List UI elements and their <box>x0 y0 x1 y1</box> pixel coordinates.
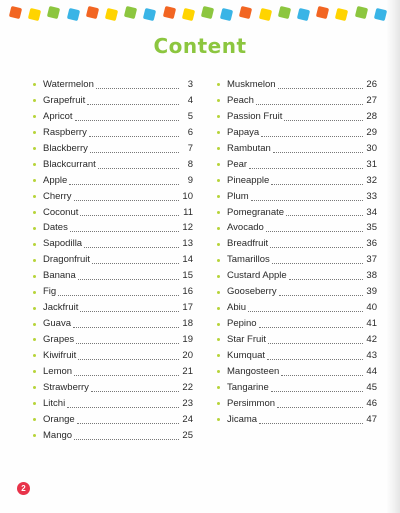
toc-entry[interactable] <box>217 236 377 252</box>
toc-entry-title: Banana <box>43 270 76 282</box>
decor-square <box>47 6 60 19</box>
toc-entry[interactable] <box>217 284 377 300</box>
dotted-leader <box>277 406 363 408</box>
toc-entry-page: 27 <box>366 94 377 106</box>
decorative-dot-strip <box>0 6 400 22</box>
toc-entry-page: 22 <box>182 381 193 393</box>
toc-entry-title: Kiwifruit <box>43 349 77 361</box>
dotted-leader <box>91 390 179 392</box>
decor-square <box>201 6 214 19</box>
bullet-icon <box>217 402 220 405</box>
toc-entry[interactable] <box>217 364 377 380</box>
toc-entry-title: Abiu <box>227 302 247 314</box>
toc-entry[interactable] <box>33 189 193 205</box>
bullet-icon <box>33 338 36 341</box>
toc-entry[interactable] <box>217 77 377 93</box>
dotted-leader <box>77 422 179 424</box>
toc-entry-page: 3 <box>187 79 193 90</box>
bullet-icon <box>33 386 36 389</box>
toc-entry[interactable] <box>217 348 377 364</box>
toc-entry[interactable] <box>217 173 377 189</box>
toc-entry-page: 10 <box>182 190 193 202</box>
toc-entry[interactable] <box>33 316 193 332</box>
bullet-icon <box>33 243 36 246</box>
toc-entry-title: Star Fruit <box>227 334 267 345</box>
bullet-icon <box>33 99 36 102</box>
toc-entry-title: Passion Fruit <box>227 110 283 122</box>
dotted-leader <box>249 167 363 169</box>
decor-square <box>9 6 22 19</box>
toc-entry[interactable] <box>33 93 193 109</box>
dotted-leader <box>96 87 179 89</box>
toc-entry-page: 15 <box>182 270 193 282</box>
toc-entry-title: Sapodilla <box>43 238 83 250</box>
toc-entry-title: Litchi <box>43 397 66 409</box>
toc-entry-page: 25 <box>182 429 193 441</box>
toc-entry-page: 44 <box>366 365 377 377</box>
toc-entry[interactable] <box>217 141 377 157</box>
dotted-leader <box>73 326 179 328</box>
bullet-icon <box>33 259 36 262</box>
dotted-leader <box>248 310 363 312</box>
toc-entry-title: Tangarine <box>227 381 269 393</box>
dotted-leader <box>278 87 363 89</box>
bullet-icon <box>217 243 220 246</box>
toc-entry-page: 34 <box>366 206 377 218</box>
toc-entry[interactable] <box>217 316 377 332</box>
dotted-leader <box>90 151 179 153</box>
toc-entry[interactable] <box>217 220 377 236</box>
contents-column-left <box>33 77 193 444</box>
toc-entry-page: 21 <box>182 365 193 377</box>
dotted-leader <box>281 374 363 376</box>
contents-column-right <box>217 77 377 428</box>
toc-entry-title: Rambutan <box>227 142 271 154</box>
decor-square <box>182 8 195 21</box>
toc-entry[interactable] <box>33 125 193 141</box>
bullet-icon <box>33 179 36 182</box>
toc-entry[interactable] <box>33 157 193 173</box>
bullet-icon <box>217 115 220 118</box>
dotted-leader <box>74 438 179 440</box>
dotted-leader <box>259 422 363 424</box>
dotted-leader <box>92 262 179 264</box>
toc-entry-page: 23 <box>182 397 193 409</box>
toc-entry-title: Muskmelon <box>227 79 276 90</box>
toc-entry-title: Persimmon <box>227 397 276 409</box>
bullet-icon <box>33 418 36 421</box>
toc-entry-title: Blackcurrant <box>43 158 96 170</box>
dotted-leader <box>270 246 363 248</box>
dotted-leader <box>273 151 363 153</box>
dotted-leader <box>272 262 363 264</box>
bullet-icon <box>33 402 36 405</box>
toc-entry-title: Watermelon <box>43 79 94 90</box>
toc-entry-title: Grapefruit <box>43 94 86 106</box>
decor-square <box>278 6 291 19</box>
bullet-icon <box>217 99 220 102</box>
toc-entry-title: Strawberry <box>43 381 89 393</box>
toc-entry-title: Papaya <box>227 126 260 138</box>
toc-entry-page: 38 <box>366 270 377 282</box>
bullet-icon <box>33 131 36 134</box>
toc-entry-page: 29 <box>366 126 377 138</box>
bullet-icon <box>33 147 36 150</box>
toc-entry[interactable] <box>33 205 193 221</box>
toc-entry-page: 37 <box>366 254 377 266</box>
bullet-icon <box>217 195 220 198</box>
toc-entry[interactable] <box>33 300 193 316</box>
toc-entry[interactable] <box>33 268 193 284</box>
dotted-leader <box>80 310 179 312</box>
decor-square <box>354 6 367 19</box>
toc-entry[interactable] <box>33 348 193 364</box>
toc-entry[interactable] <box>33 364 193 380</box>
toc-entry-title: Gooseberry <box>227 286 277 298</box>
toc-entry-page: 18 <box>182 318 193 330</box>
toc-entry-title: Raspberry <box>43 126 87 138</box>
decor-square <box>335 8 348 21</box>
toc-entry-page: 43 <box>366 349 377 361</box>
dotted-leader <box>261 135 363 137</box>
bullet-icon <box>217 275 220 278</box>
bullet-icon <box>217 211 220 214</box>
decor-square <box>66 8 79 21</box>
toc-entry-page: 35 <box>366 222 377 234</box>
bullet-icon <box>217 338 220 341</box>
toc-entry-title: Peach <box>227 94 254 106</box>
dotted-leader <box>286 214 363 216</box>
dotted-leader <box>256 103 363 105</box>
toc-entry[interactable] <box>33 412 193 428</box>
toc-entry-title: Jicama <box>227 413 258 425</box>
toc-entry-title: Guava <box>43 318 71 330</box>
toc-entry-page: 33 <box>366 190 377 202</box>
decor-square <box>258 8 271 21</box>
toc-entry-title: Fig <box>43 286 57 298</box>
decor-square <box>374 8 387 21</box>
bullet-icon <box>217 323 220 326</box>
toc-entry[interactable] <box>33 220 193 236</box>
toc-entry-page: 4 <box>187 94 193 106</box>
toc-entry-title: Avocado <box>227 222 264 234</box>
toc-entry-title: Orange <box>43 413 75 425</box>
toc-entry-title: Pineapple <box>227 174 270 186</box>
toc-entry-page: 32 <box>366 174 377 186</box>
bullet-icon <box>33 307 36 310</box>
toc-entry-page: 16 <box>182 286 193 298</box>
decor-square <box>239 6 252 19</box>
bullet-icon <box>33 323 36 326</box>
dotted-leader <box>80 214 179 216</box>
toc-entry-page: 20 <box>182 349 193 361</box>
bullet-icon <box>33 163 36 166</box>
toc-entry[interactable] <box>33 252 193 268</box>
toc-entry[interactable] <box>33 141 193 157</box>
toc-entry-page: 12 <box>182 222 193 234</box>
toc-entry[interactable] <box>33 173 193 189</box>
dotted-leader <box>266 230 363 232</box>
toc-entry-title: Jackfruit <box>43 302 79 314</box>
toc-entry[interactable] <box>217 268 377 284</box>
dotted-leader <box>78 278 179 280</box>
bullet-icon <box>33 370 36 373</box>
toc-entry-page: 45 <box>366 381 377 393</box>
toc-entry[interactable] <box>33 284 193 300</box>
toc-entry[interactable] <box>217 412 377 428</box>
dotted-leader <box>69 183 179 185</box>
decor-square <box>124 6 137 19</box>
toc-entry-page: 13 <box>182 238 193 250</box>
toc-entry[interactable] <box>33 236 193 252</box>
bullet-icon <box>217 179 220 182</box>
page-fold-shadow <box>386 0 400 513</box>
toc-entry-page: 39 <box>366 286 377 298</box>
dotted-leader <box>76 342 179 344</box>
toc-entry-page: 42 <box>366 334 377 345</box>
toc-entry-page: 40 <box>366 302 377 314</box>
dotted-leader <box>67 406 179 408</box>
toc-entry-title: Pepino <box>227 318 257 330</box>
toc-entry[interactable] <box>33 77 193 93</box>
toc-entry-title: Dragonfruit <box>43 254 90 266</box>
toc-entry-title: Apricot <box>43 110 73 122</box>
toc-entry-title: Pomegranate <box>227 206 285 218</box>
toc-entry[interactable] <box>217 189 377 205</box>
bullet-icon <box>33 227 36 230</box>
bullet-icon <box>33 195 36 198</box>
bullet-icon <box>217 418 220 421</box>
bullet-icon <box>217 386 220 389</box>
dotted-leader <box>75 119 179 121</box>
toc-entry-page: 14 <box>182 254 193 266</box>
toc-entry-title: Kumquat <box>227 349 266 361</box>
dotted-leader <box>98 167 179 169</box>
bullet-icon <box>217 131 220 134</box>
toc-entry-title: Mango <box>43 429 73 441</box>
toc-entry[interactable] <box>33 380 193 396</box>
toc-entry[interactable] <box>217 380 377 396</box>
toc-entry[interactable] <box>217 93 377 109</box>
dotted-leader <box>74 374 179 376</box>
dotted-leader <box>271 390 363 392</box>
toc-entry-title: Breadfruit <box>227 238 269 250</box>
toc-entry-title: Tamarillos <box>227 254 270 266</box>
bullet-icon <box>217 147 220 150</box>
decor-square <box>220 8 233 21</box>
toc-entry[interactable] <box>217 252 377 268</box>
toc-entry-title: Lemon <box>43 365 73 377</box>
bullet-icon <box>217 83 220 86</box>
toc-entry-title: Dates <box>43 222 68 234</box>
toc-entry-title: Coconut <box>43 206 79 218</box>
dotted-leader <box>89 135 179 137</box>
toc-entry-page: 6 <box>187 126 193 138</box>
toc-entry-page: 19 <box>182 334 193 345</box>
toc-entry[interactable] <box>33 396 193 412</box>
bullet-icon <box>217 227 220 230</box>
toc-entry[interactable] <box>217 300 377 316</box>
decor-square <box>297 8 310 21</box>
toc-entry[interactable] <box>217 157 377 173</box>
decor-square <box>28 8 41 21</box>
decor-square <box>86 6 99 19</box>
toc-entry-title: Cherry <box>43 190 72 202</box>
toc-entry-page: 17 <box>182 302 193 314</box>
toc-entry-title: Plum <box>227 190 249 202</box>
toc-entry-page: 7 <box>187 142 193 154</box>
dotted-leader <box>267 358 363 360</box>
decor-square <box>105 8 118 21</box>
toc-entry-page: 28 <box>366 110 377 122</box>
toc-entry-page: 41 <box>366 318 377 330</box>
toc-entry-title: Mangosteen <box>227 365 280 377</box>
toc-entry[interactable] <box>217 125 377 141</box>
bullet-icon <box>217 354 220 357</box>
toc-entry-page: 31 <box>366 158 377 170</box>
bullet-icon <box>33 83 36 86</box>
toc-entry-title: Pear <box>227 158 248 170</box>
dotted-leader <box>84 246 179 248</box>
toc-entry-page: 24 <box>182 413 193 425</box>
dotted-leader <box>279 294 363 296</box>
toc-entry-page: 8 <box>187 158 193 170</box>
bullet-icon <box>217 259 220 262</box>
dotted-leader <box>70 230 179 232</box>
bullet-icon <box>217 163 220 166</box>
decor-square <box>316 6 329 19</box>
toc-entry-page: 36 <box>366 238 377 250</box>
bullet-icon <box>33 211 36 214</box>
dotted-leader <box>259 326 363 328</box>
page-number-badge: 2 <box>17 482 30 495</box>
toc-entry[interactable] <box>217 332 377 348</box>
bullet-icon <box>217 291 220 294</box>
toc-entry-page: 5 <box>187 110 193 122</box>
toc-entry[interactable] <box>217 109 377 125</box>
bullet-icon <box>217 307 220 310</box>
dotted-leader <box>268 342 363 344</box>
bullet-icon <box>33 291 36 294</box>
toc-entry-page: 11 <box>183 206 193 218</box>
dotted-leader <box>251 199 363 201</box>
toc-entry-page: 30 <box>366 142 377 154</box>
bullet-icon <box>33 275 36 278</box>
toc-entry-page: 9 <box>187 174 193 186</box>
dotted-leader <box>58 294 179 296</box>
toc-entry-title: Custard Apple <box>227 270 287 282</box>
toc-entry[interactable] <box>33 109 193 125</box>
toc-entry-title: Blackberry <box>43 142 88 154</box>
dotted-leader <box>289 278 363 280</box>
toc-entry[interactable] <box>217 205 377 221</box>
dotted-leader <box>87 103 179 105</box>
decor-square <box>143 8 156 21</box>
toc-entry-title: Apple <box>43 174 68 186</box>
bullet-icon <box>33 434 36 437</box>
decor-square <box>162 6 175 19</box>
bullet-icon <box>33 354 36 357</box>
toc-entry-title: Grapes <box>43 334 75 345</box>
dotted-leader <box>271 183 363 185</box>
toc-entry-page: 46 <box>366 397 377 409</box>
dotted-leader <box>284 119 363 121</box>
dotted-leader <box>78 358 179 360</box>
page-title: Content <box>153 34 247 58</box>
toc-entry-page: 47 <box>366 413 377 425</box>
toc-entry[interactable] <box>33 428 193 444</box>
bullet-icon <box>217 370 220 373</box>
bullet-icon <box>33 115 36 118</box>
toc-entry[interactable] <box>33 332 193 348</box>
toc-entry-page: 26 <box>366 79 377 90</box>
toc-entry[interactable] <box>217 396 377 412</box>
dotted-leader <box>74 199 179 201</box>
